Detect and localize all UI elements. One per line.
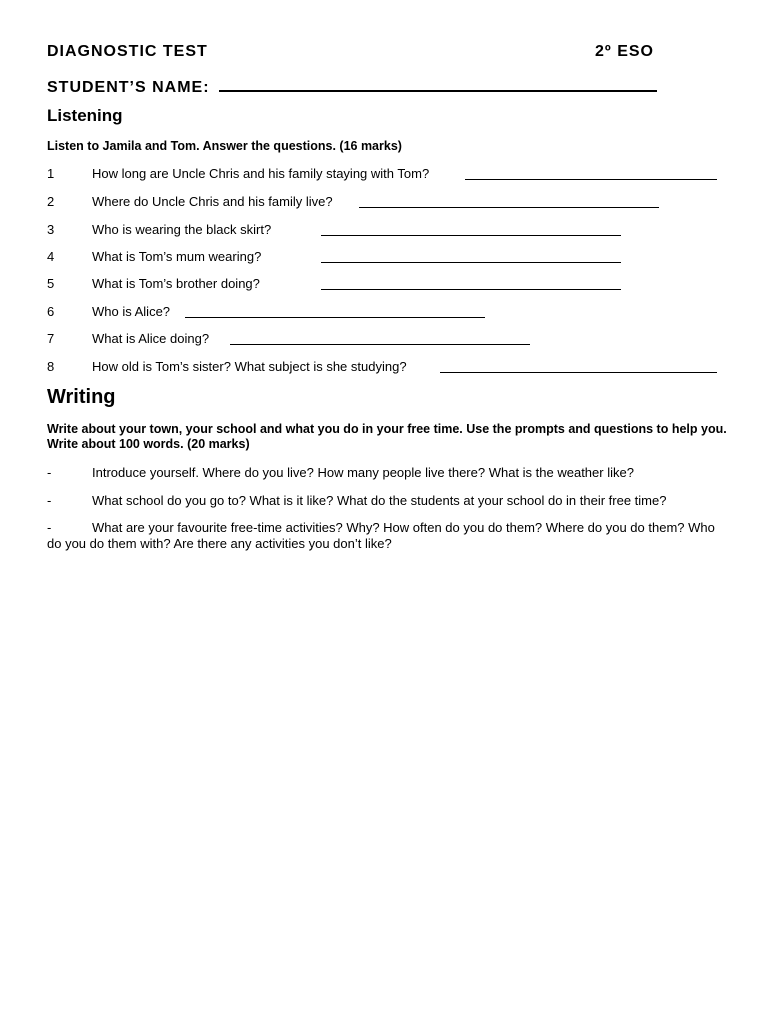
question-number: 7 [47,331,55,346]
question-number: 5 [47,276,55,291]
listening-instruction: Listen to Jamila and Tom. Answer the questions. (16 marks) [47,139,402,153]
answer-blank[interactable] [230,344,530,345]
bullet-dash: - [47,465,52,480]
question-text: Who is wearing the black skirt? [92,222,272,237]
question-text: How old is Tom’s sister? What subject is she studying? [92,359,407,374]
student-name-row [47,76,657,97]
prompt-text: What school do you go to? What is it like? What do the students at your school do in their free time? [92,493,667,508]
listening-heading: Listening [47,106,123,125]
writing-heading: Writing [47,386,116,408]
answer-blank[interactable] [359,207,659,208]
question-number: 2 [47,194,55,209]
question-text: What is Alice doing? [92,331,210,346]
prompt-text: What are your favourite free-time activities? Why? How often do you do them? Where do you do them? Who do you do them with? Are there any activities you don’t like? [47,520,715,551]
student-name-label: STUDENT’S NAME: [47,79,210,96]
question-text: What is Tom’s mum wearing? [92,249,262,264]
bullet-dash: - [47,520,52,535]
prompt-text: Introduce yourself. Where do you live? How many people live there? What is the weather like? [92,465,634,480]
writing-prompt [47,520,727,552]
bullet-dash: - [47,493,52,508]
test-header [47,43,667,63]
test-title: DIAGNOSTIC TEST [47,43,208,60]
question-text: What is Tom’s brother doing? [92,276,260,291]
question-number: 4 [47,249,55,264]
answer-blank[interactable] [321,289,621,290]
grade-level: 2º ESO [595,43,654,60]
answer-blank[interactable] [321,262,621,263]
question-text: Who is Alice? [92,304,171,319]
question-number: 8 [47,359,55,374]
student-name-blank[interactable] [219,76,657,92]
answer-blank[interactable] [321,235,621,236]
question-number: 6 [47,304,55,319]
question-text: Where do Uncle Chris and his family live? [92,194,333,209]
writing-instruction: Write about your town, your school and what you do in your free time. Use the prompts and questions to help you. Write about 100 words. (20 marks) [47,422,727,451]
question-number: 1 [47,166,55,181]
question-text: How long are Uncle Chris and his family staying with Tom? [92,166,430,181]
question-number: 3 [47,222,55,237]
answer-blank[interactable] [465,179,717,180]
answer-blank[interactable] [440,372,717,373]
answer-blank[interactable] [185,317,485,318]
